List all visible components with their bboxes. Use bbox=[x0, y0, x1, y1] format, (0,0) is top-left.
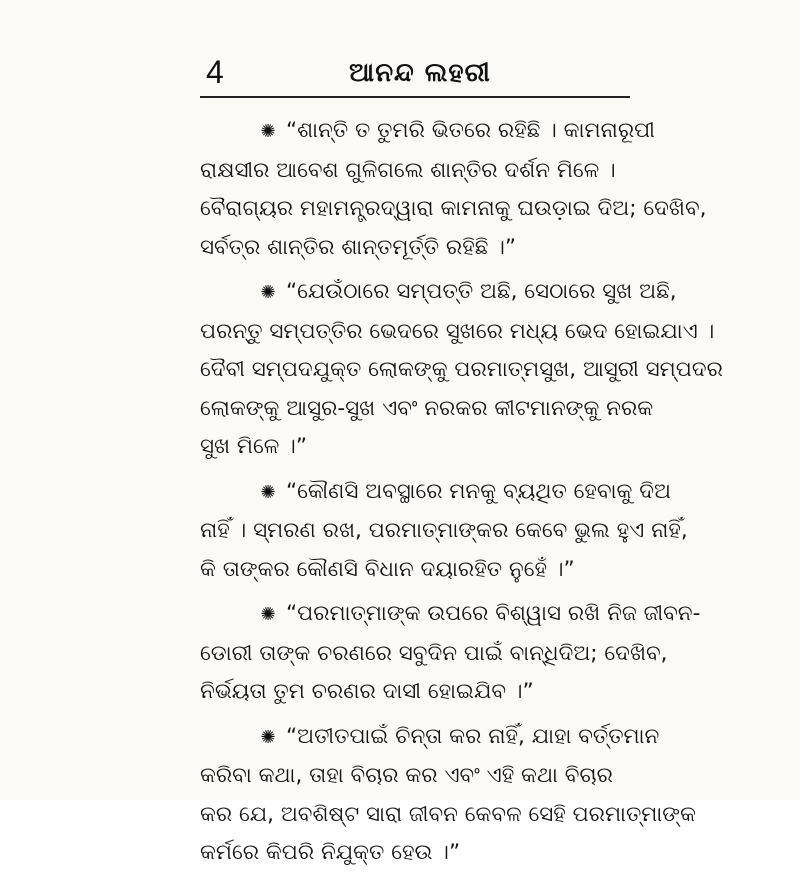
quote-line: ଦୈବୀ ସମ୍ପଦଯୁକ୍ତ ଲୋକଙ୍କୁ ପରମାତ୍ମସୁଖ, ଆସୁରୀ ସମ୍ପଦର bbox=[200, 357, 723, 382]
quote-text: “ଅତୀତପାଇଁ ଚିନ୍ତା କର ନାହିଁ, ଯାହା ବର୍ତ୍ତମାନ bbox=[286, 723, 660, 749]
asterisk-star-icon: ✺ bbox=[260, 282, 276, 303]
quote-line: ପରନ୍ତୁ ସମ୍ପତ୍ତିର ଭେଦରେ ସୁଖରେ ମଧ୍ୟ ଭେଦ ହୋଇଯାଏ । bbox=[200, 318, 715, 344]
asterisk-star-icon: ✺ bbox=[260, 121, 276, 142]
quote-text: “ପରମାତ୍ମାଙ୍କ ଉପରେ ବିଶ୍ୱାସ ରଖି ନିଜ ଜୀବନ- bbox=[286, 601, 701, 626]
page-number: 4 bbox=[206, 54, 224, 90]
header-rule bbox=[200, 96, 630, 98]
quote-line: କରିବା କଥା, ତାହା ବିଚାର କର ଏବଂ ଏହି କଥା ବିଚାର bbox=[200, 763, 613, 788]
quote-line: ସର୍ବତ୍ର ଶାନ୍ତିର ଶାନ୍ତମୂର୍ତ୍ତି ରହିଛି ।” bbox=[200, 234, 517, 260]
quote-line: ସୁଖ ମିଳେ ।” bbox=[200, 434, 307, 459]
asterisk-star-icon: ✺ bbox=[260, 726, 276, 748]
asterisk-star-icon: ✺ bbox=[260, 604, 276, 625]
page-header bbox=[200, 50, 630, 98]
quote-4 bbox=[200, 595, 701, 712]
quote-line: ରାକ୍ଷସୀର ଆବେଶ ଗୁଳିଗଲେ ଶାନ୍ତିର ଦର୍ଶନ ମିଳେ । bbox=[200, 157, 616, 183]
quote-line: ବୈରାଗ୍ୟର ମହାମନ୍ତ୍ରଦ୍ୱାରା କାମନାକୁ ଘଉଡ଼ାଇ ଦିଅ; ଦେଖିବ, bbox=[200, 196, 707, 221]
quote-line: ନିର୍ଭୟତା ତୁମ ଚରଣର ଦାସୀ ହୋଇଯିବ ।” bbox=[200, 679, 534, 704]
asterisk-star-icon: ✺ bbox=[260, 481, 276, 503]
quote-5 bbox=[200, 718, 696, 873]
quote-line bbox=[200, 718, 660, 758]
quote-2 bbox=[200, 273, 723, 467]
quote-line: ଲୋକଙ୍କୁ ଆସୁର-ସୁଖ ଏବଂ ନରକର କୀଟମାନଙ୍କୁ ନରକ bbox=[200, 395, 654, 421]
quotes-body bbox=[200, 112, 723, 879]
quote-line: ନାହିଁ । ସ୍ମରଣ ରଖ, ପରମାତ୍ମାଙ୍କର କେବେ ଭୁଲ ହୁଏ ନାହିଁ, bbox=[200, 518, 688, 543]
quote-text: “ଯେଉଁଠାରେ ସମ୍ପତ୍ତି ଅଛି, ସେଠାରେ ସୁଖ ଅଛି, bbox=[286, 279, 677, 304]
quote-line: କର ଯେ, ଅବଶିଷ୍ଟ ସାରା ଜୀବନ କେବଳ ସେହି ପରମାତ୍ମାଙ୍କ bbox=[200, 801, 696, 827]
quote-1 bbox=[200, 112, 707, 267]
quote-line: ଡୋରୀ ତାଙ୍କ ଚରଣରେ ସବୁଦିନ ପାଇଁ ବାନ୍ଧିଦିଅ; ଦେଖିବ, bbox=[200, 640, 668, 666]
quote-line bbox=[200, 595, 701, 635]
quote-line bbox=[200, 473, 671, 513]
quote-line bbox=[200, 112, 655, 152]
quote-text: “କୌଣସି ଅବସ୍ଥାରେ ମନକୁ ବ୍ୟଥିତ ହେବାକୁ ଦିଅ bbox=[286, 478, 671, 504]
quote-line: କର୍ମରେ କିପରି ନିଯୁକ୍ତ ହେଉ ।” bbox=[200, 840, 461, 865]
quote-line bbox=[200, 273, 677, 313]
quote-3 bbox=[200, 473, 688, 590]
running-title: ଆନନ୍ଦ ଲହରୀ bbox=[349, 58, 491, 88]
quote-text: “ଶାନ୍ତି ତ ତୁମରି ଭିତରେ ରହିଛି । କାମନାରୂପୀ bbox=[286, 118, 655, 143]
quote-line: କି ତାଙ୍କର କୌଣସି ବିଧାନ ଦୟାରହିତ ନୁହେଁ ।” bbox=[200, 556, 575, 582]
